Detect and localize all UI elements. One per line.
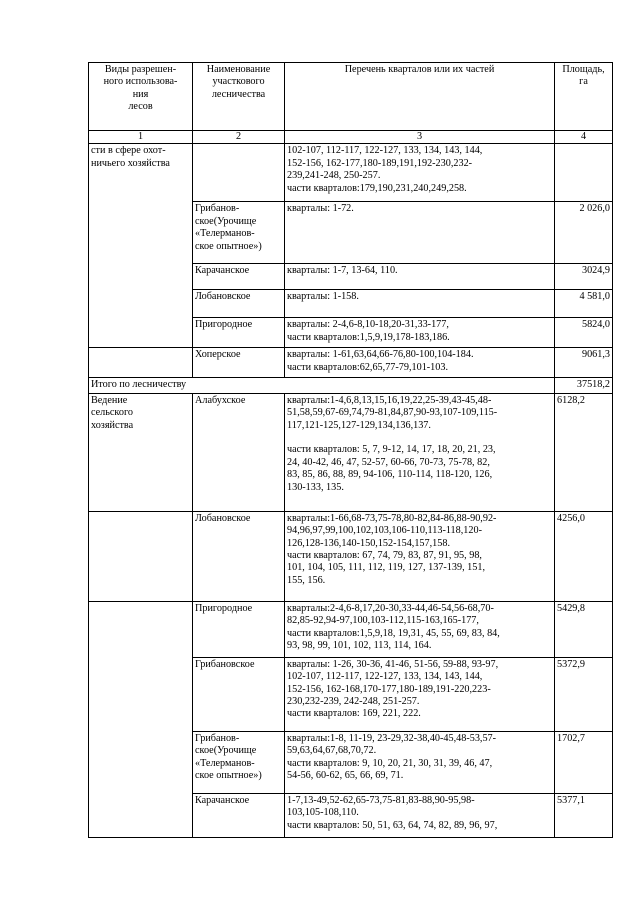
forestry-cell: Грибанов- ское(Урочище «Телерманов- ское опытное») xyxy=(193,202,285,264)
header-forestry-name: Наименование участкового лесничества xyxy=(193,63,285,131)
table-header-row xyxy=(89,63,613,131)
total-row xyxy=(89,378,613,393)
forestry-cell: Лобановское xyxy=(193,290,285,318)
area-cell: 4256,0 xyxy=(555,511,613,601)
quarters-cell: кварталы:1-66,68-73,75-78,80-82,84-86,88-90,92- 94,96,97,99,100,102,103,106-110,113-118,120- 126,128-136,140-150,152-154,157,158. части кварталов: 67, 74, 79, 83, 87, 91, 95, 98, 101, 104, 105, 111, 112, 119, 127, 137-139, 151, 155, 156. xyxy=(285,511,555,601)
column-number: 1 xyxy=(89,131,193,144)
quarters-cell: кварталы: 1-7, 13-64, 110. xyxy=(285,264,555,290)
area-cell: 9061,3 xyxy=(555,348,613,378)
total-area: 37518,2 xyxy=(555,378,613,393)
area-cell: 4 581,0 xyxy=(555,290,613,318)
area-cell: 6128,2 xyxy=(555,393,613,511)
area-cell: 5824,0 xyxy=(555,318,613,348)
area-cell: 2 026,0 xyxy=(555,202,613,264)
total-label: Итого по лесничеству xyxy=(89,378,555,393)
use-type-cell: сти в сфере охот- ничьего хозяйства xyxy=(89,144,193,348)
table-row xyxy=(89,144,613,202)
header-use-type: Виды разрешен- ного использова- ния лесов xyxy=(89,63,193,131)
quarters-cell: 1-7,13-49,52-62,65-73,75-81,83-88,90-95,98- 103,105-108,110. части кварталов: 50, 51, 63, 64, 74, 82, 89, 96, 97, xyxy=(285,793,555,837)
quarters-cell: кварталы: 1-72. xyxy=(285,202,555,264)
forestry-cell: Карачанское xyxy=(193,793,285,837)
use-type-cell: Ведение сельского хозяйства xyxy=(89,393,193,511)
forestry-cell: Лобановское xyxy=(193,511,285,601)
use-type-cell xyxy=(89,348,193,378)
quarters-cell: кварталы:1-4,6,8,13,15,16,19,22,25-39,43-45,48- 51,58,59,67-69,74,79-81,84,87,90-93,107-109,115- 117,121-125,127-129,134,136,137. части кварталов: 5, 7, 9-12, 14, 17, 18, 20, 21, 23, 24, 40-42, 46, 47, 52-57, 60-66, 70-73, 75-78, 82, 83, 85, 86, 88, 89, 94-106, 110-114, 118-120, 126, 130-133, 135. xyxy=(285,393,555,511)
area-cell: 1702,7 xyxy=(555,731,613,793)
area-cell: 3024,9 xyxy=(555,264,613,290)
quarters-cell: кварталы: 1-26, 30-36, 41-46, 51-56, 59-88, 93-97, 102-107, 112-117, 122-127, 133, 134, 143, 144, 152-156, 162-168,170-177,180-189,191-220,223- 230,232-239, 242-248, 251-257. части кварталов: 169, 221, 222. xyxy=(285,657,555,731)
use-type-cell xyxy=(89,511,193,601)
column-number: 2 xyxy=(193,131,285,144)
quarters-cell: кварталы: 2-4,6-8,10-18,20-31,33-177, части кварталов:1,5,9,19,178-183,186. xyxy=(285,318,555,348)
column-number: 3 xyxy=(285,131,555,144)
forestry-cell: Пригородное xyxy=(193,601,285,657)
forestry-cell: Грибановское xyxy=(193,657,285,731)
forestry-cell xyxy=(193,144,285,202)
quarters-cell: кварталы:1-8, 11-19, 23-29,32-38,40-45,48-53,57- 59,63,64,67,68,70,72. части кварталов: 9, 10, 20, 21, 30, 31, 39, 46, 47, 54-56, 60-62, 65, 66, 69, 71. xyxy=(285,731,555,793)
forestry-cell: Грибанов- ское(Урочище «Телерманов- ское опытное») xyxy=(193,731,285,793)
area-cell: 5377,1 xyxy=(555,793,613,837)
quarters-cell: кварталы: 1-61,63,64,66-76,80-100,104-184. части кварталов:62,65,77-79,101-103. xyxy=(285,348,555,378)
forest-use-table xyxy=(88,62,613,838)
forestry-cell: Хоперское xyxy=(193,348,285,378)
table-row xyxy=(89,601,613,657)
quarters-cell: 102-107, 112-117, 122-127, 133, 134, 143, 144, 152-156, 162-177,180-189,191,192-230,232- 239,241-248, 250-257. части кварталов:179,190,231,240,249,258. xyxy=(285,144,555,202)
quarters-cell: кварталы:2-4,6-8,17,20-30,33-44,46-54,56-68,70- 82,85-92,94-97,100,103-112,115-163,165-177, части кварталов:1,5,9,18, 19,31, 45, 55, 69, 83, 84, 93, 98, 99, 101, 102, 113, 114, 164. xyxy=(285,601,555,657)
use-type-cell xyxy=(89,601,193,837)
document-page xyxy=(88,62,612,838)
quarters-cell: кварталы: 1-158. xyxy=(285,290,555,318)
header-area: Площадь, га xyxy=(555,63,613,131)
area-cell xyxy=(555,144,613,202)
area-cell: 5372,9 xyxy=(555,657,613,731)
table-row xyxy=(89,511,613,601)
forestry-cell: Карачанское xyxy=(193,264,285,290)
header-quarters-list: Перечень кварталов или их частей xyxy=(285,63,555,131)
column-number-row xyxy=(89,131,613,144)
column-number: 4 xyxy=(555,131,613,144)
table-row xyxy=(89,348,613,378)
area-cell: 5429,8 xyxy=(555,601,613,657)
forestry-cell: Алабухское xyxy=(193,393,285,511)
table-row xyxy=(89,393,613,511)
forestry-cell: Пригородное xyxy=(193,318,285,348)
